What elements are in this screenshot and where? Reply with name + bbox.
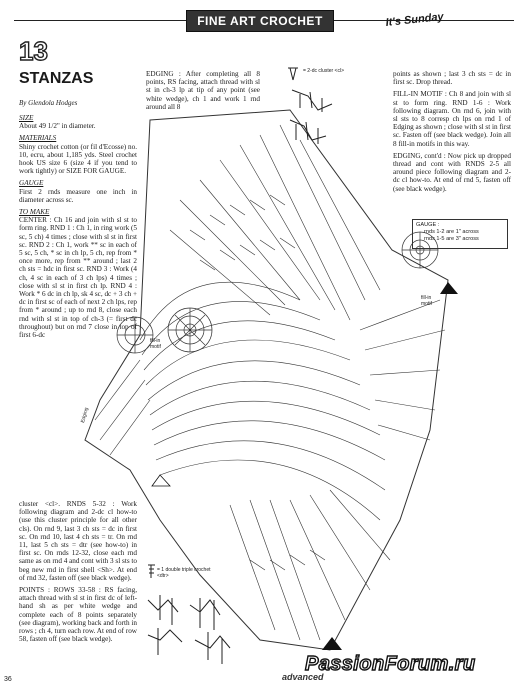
gauge-box-line-1: rnds 1-2 are 1" across [424, 229, 479, 235]
header-tagline: It's Sunday [385, 10, 445, 29]
fill-in-motif-label-right: fill-in motif [421, 295, 432, 307]
fill-in-motif-label-left: fill-in motif [150, 338, 161, 350]
page-number: 36 [4, 676, 12, 683]
edging-diagram-label: Edging [80, 406, 90, 424]
rounds-text: cluster <cl>. RNDS 5-32 : Work following diagram and 2-dc cl how-to (use this cluster principle for all other cls). On rnd 9, last 3 ch sts = dc in first sc. On rnd 10, last 4 ch sts = tr. On rnd 11, last 5 ch sts = dtr (see how-to) in first sc. On rnds 12-32, close each rnd same as on rnd 4 and cont with 3 sl sts to beg new rnd in first shell <Sh>. At end of rnd 32, fasten off (see black wedge). [19, 500, 137, 582]
edging-instructions: EDGING : After completing all 8 points, RS facing, attach thread with sl st in ch-3 lp at tip of any point (see white wedge), ch 1 and work 1 rnd around all 8 [146, 70, 260, 111]
gauge-box-line-2: rnds 1-5 are 3" across [424, 236, 479, 242]
to-make-heading: TO MAKE [19, 208, 50, 217]
to-make-text: CENTER : Ch 16 and join with sl st to form ring. RND 1 : Ch 1, in ring work (5 sc, 5 ch) 4 times ; close with sl st in first sc. RND 2 : Ch 1, work ** sc in each of 5 sc, 5 ch, * sc in ch lp, 5 ch, rep from * once more, rep from ** around ; last 2 ch sts = hdc in first sc. RND 3 : Work (4 ch, 4 sc in each of 3 ch lps) 4 times ; close with sl st in first ch lp. RND 4 : Work * 6 dc in ch lp, sk 4 sc, dc + 3 ch + dc in first sc of each of next 2 ch lps, rep from * around ; up to rnd 8, close each rnd with sl st in top of ch-3 (= first dc throughout) but on rnd 7 close in top of first 6-dc [19, 216, 137, 340]
dtr-symbol-label: = 1 double triple crochet <dtr> [157, 567, 211, 579]
cluster-symbol-label: = 2-dc cluster <cl> [303, 68, 344, 74]
section-banner: FINE ART CROCHET [186, 10, 334, 32]
size-heading: SIZE [19, 114, 34, 122]
gauge-heading: GAUGE [19, 179, 44, 188]
edging-continued-text: EDGING, cont'd : Now pick up dropped thread and cont with RNDS 2-5 all around piece following diagram and 2-dc cl how-to. At end of rnd 5, fasten off (see black wedge). [393, 151, 511, 193]
gauge-box-title: GAUGE : [416, 222, 440, 228]
points-text: POINTS : ROWS 33-58 : RS facing, attach thread with sl st in first dc of left-hand sh as per white wedge and complete each of 8 points separately (see diagram), working back and forth in rows ; ch 4, turn each row. At end of row 58, fasten off (see black wedge). [19, 586, 137, 644]
gauge-text: First 2 rnds measure one inch in diameter across sc. [19, 187, 137, 204]
fill-in-motif-text: FILL-IN MOTIF : Ch 8 and join with sl st to form ring. RND 1-6 : Work following diagram. On rnd 6, join with sl sts to 8 corresp ch lps on rnd 1 of Edging as shown ; close with sl st in first sc. Fasten off (see black wedge). Join all 8 fill-in motifs in this way. [393, 90, 511, 148]
materials-text: Shiny crochet cotton (or fil d'Ecosse) no. 10, ecru, about 1,185 yds. Steel crochet hook US size 6 (size 4 if you tend to work tightly) or SIZE FOR GAUGE. [19, 142, 137, 176]
footer-brand: advanced [282, 672, 324, 682]
pattern-byline: By Glendola Hodges [19, 99, 78, 107]
watermark: PassionForum.ru [305, 653, 476, 675]
pattern-number: 13 [19, 36, 48, 66]
points-continued-text: points as shown ; last 3 ch sts = dc in first sc. Drop thread. [393, 70, 511, 87]
size-text: About 49 1/2" in diameter. [19, 122, 96, 131]
materials-heading: MATERIALS [19, 134, 57, 143]
pattern-title: STANZAS [19, 70, 94, 87]
